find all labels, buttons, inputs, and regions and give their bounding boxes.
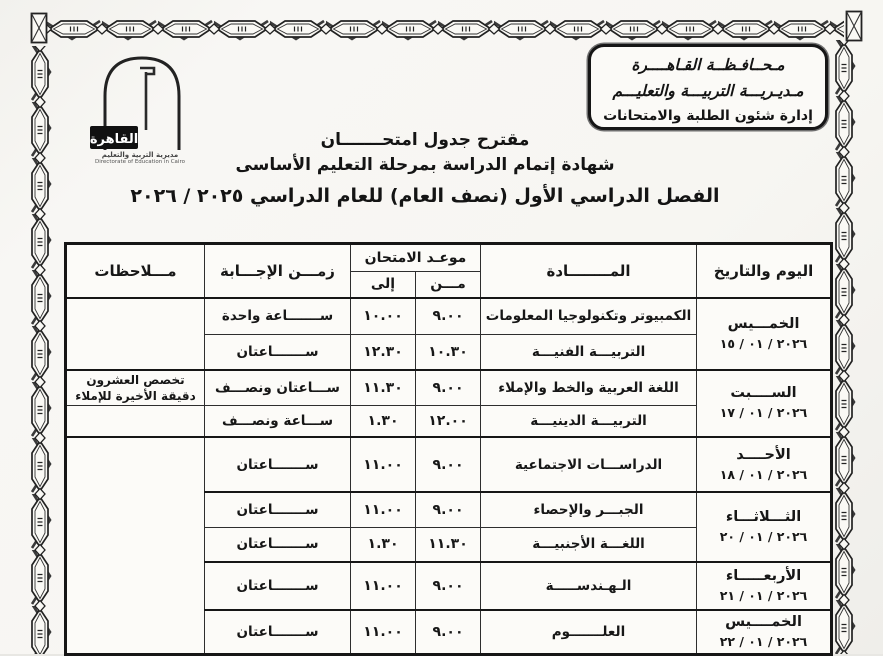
exam-schedule-table: [64, 242, 833, 656]
time-from-cell: ١٢.٠٠: [416, 405, 481, 437]
time-to-cell: ١١.٠٠: [351, 492, 416, 527]
time-from-cell: ٩.٠٠: [416, 437, 481, 492]
header-duration: زمـــن الإجـــابة: [205, 244, 351, 298]
header-to: إلى: [351, 272, 416, 298]
duration-cell: ســـــــاعتان: [205, 437, 351, 492]
day-cell: [697, 370, 832, 438]
subject-cell: اللغة العربية والخط والإملاء: [481, 370, 697, 406]
letterhead-directorate: مـديـريـــة التربيـــة والتعليـــم: [612, 82, 804, 100]
duration-cell: ســـــــاعتان: [205, 527, 351, 562]
duration-cell: ســـاعة ونصـــف: [205, 405, 351, 437]
subject-cell: الدراســـات الاجتماعية: [481, 437, 697, 492]
subject-cell: الكمبيوتر وتكنولوجيا المعلومات: [481, 298, 697, 335]
title-certificate: شهادة إتمام الدراسة بمرحلة التعليم الأساسى: [235, 155, 615, 175]
time-to-cell: ١١.٠٠: [351, 437, 416, 492]
day-name: الخمـــيس: [727, 315, 800, 332]
duration-cell: ســـاعتان ونصـــف: [205, 370, 351, 406]
day-date: ٢٠٢٦ / ٠١ / ٢١: [719, 588, 808, 603]
day-name: الأربعـــــاء: [725, 568, 802, 584]
time-from-cell: ٩.٠٠: [416, 562, 481, 610]
time-to-cell: ١٢.٣٠: [351, 335, 416, 370]
day-name: الســــبت: [730, 385, 797, 402]
logo-caption-arabic: مديرية التربية والتعليم: [101, 151, 179, 159]
time-to-cell: ١١.٣٠: [351, 370, 416, 406]
day-date: ٢٠٢٦ / ٠١ / ١٨: [719, 466, 808, 482]
time-from-cell: ١٠.٣٠: [416, 335, 481, 370]
time-from-cell: ٩.٠٠: [416, 370, 481, 406]
time-to-cell: ١.٣٠: [351, 527, 416, 562]
subject-cell: الجبـــر والإحصاء: [481, 492, 697, 527]
header-notes: مـــلاحظات: [66, 244, 205, 298]
header-from: مـــن: [416, 272, 481, 298]
day-date: ٢٠٢٦ / ٠١ / ٢٠: [719, 529, 808, 544]
logo-caption-english: Directorate of Education in Cairo: [95, 159, 185, 164]
ornamental-corner-icon: [845, 10, 863, 42]
day-cell: [697, 298, 832, 370]
ornamental-corner-icon: [30, 12, 48, 44]
ornamental-border-right-icon: [831, 40, 857, 654]
title-semester-year: الفصل الدراسي الأول (نصف العام) للعام الدراسي ٢٠٢٥ / ٢٠٢٦: [130, 185, 720, 207]
day-name: الثـــلاثـــاء: [725, 509, 802, 525]
time-to-cell: ١١.٠٠: [351, 610, 416, 655]
notes-cell: [66, 405, 205, 437]
logo-minaret-icon: [140, 68, 154, 130]
duration-cell: ســـــــاعة واحدة: [205, 298, 351, 335]
time-from-cell: ٩.٠٠: [416, 610, 481, 655]
notes-cell-dictation: تخصص العشرون دقيقة الأخيرة للإملاء: [66, 370, 205, 406]
document-titles: [60, 130, 790, 207]
letterhead-box: [588, 44, 828, 130]
ornamental-border-left-icon: [27, 46, 53, 654]
time-from-cell: ١١.٣٠: [416, 527, 481, 562]
duration-cell: ســـــــاعتان: [205, 335, 351, 370]
day-cell: [697, 610, 832, 655]
duration-cell: ســـــــاعتان: [205, 492, 351, 527]
duration-cell: ســـــــاعتان: [205, 562, 351, 610]
subject-cell: التربيـــة الفنيـــة: [481, 335, 697, 370]
notes-cell: [66, 298, 205, 370]
duration-cell: ســـــــاعتان: [205, 610, 351, 655]
title-proposed-schedule: مقترح جدول امتحـــــــان: [320, 130, 530, 150]
time-to-cell: ١.٣٠: [351, 405, 416, 437]
day-cell: [697, 437, 832, 492]
subject-cell: التربيـــة الدينيـــة: [481, 405, 697, 437]
letterhead-administration: إدارة شئون الطلبة والامتحانات: [603, 108, 813, 124]
day-date: ٢٠٢٦ / ٠١ / ١٥: [719, 335, 808, 351]
day-date: ٢٠٢٦ / ٠١ / ١٧: [719, 405, 808, 421]
day-name: الخمــــيس: [725, 614, 802, 630]
time-from-cell: ٩.٠٠: [416, 492, 481, 527]
subject-cell: الـهـندســـــة: [481, 562, 697, 610]
time-from-cell: ٩.٠٠: [416, 298, 481, 335]
day-name: الأحــــد: [736, 446, 791, 463]
header-exam-time: موعـد الامتحان: [351, 244, 481, 272]
logo-name: القاهرة: [89, 132, 139, 147]
subject-cell: اللغـــة الأجنبيـــة: [481, 527, 697, 562]
subject-cell: العلـــــــوم: [481, 610, 697, 655]
header-day-date: اليوم والتاريخ: [697, 244, 832, 298]
time-to-cell: ١٠.٠٠: [351, 298, 416, 335]
header-subject: المــــــــادة: [481, 244, 697, 298]
day-cell: [697, 492, 832, 562]
notes-cell: [66, 437, 205, 655]
day-cell: [697, 562, 832, 610]
day-date: ٢٠٢٦ / ٠١ / ٢٢: [719, 634, 808, 649]
letterhead-governorate: مـحــافـظــة القـاهــــرة: [631, 56, 785, 74]
time-to-cell: ١١.٠٠: [351, 562, 416, 610]
